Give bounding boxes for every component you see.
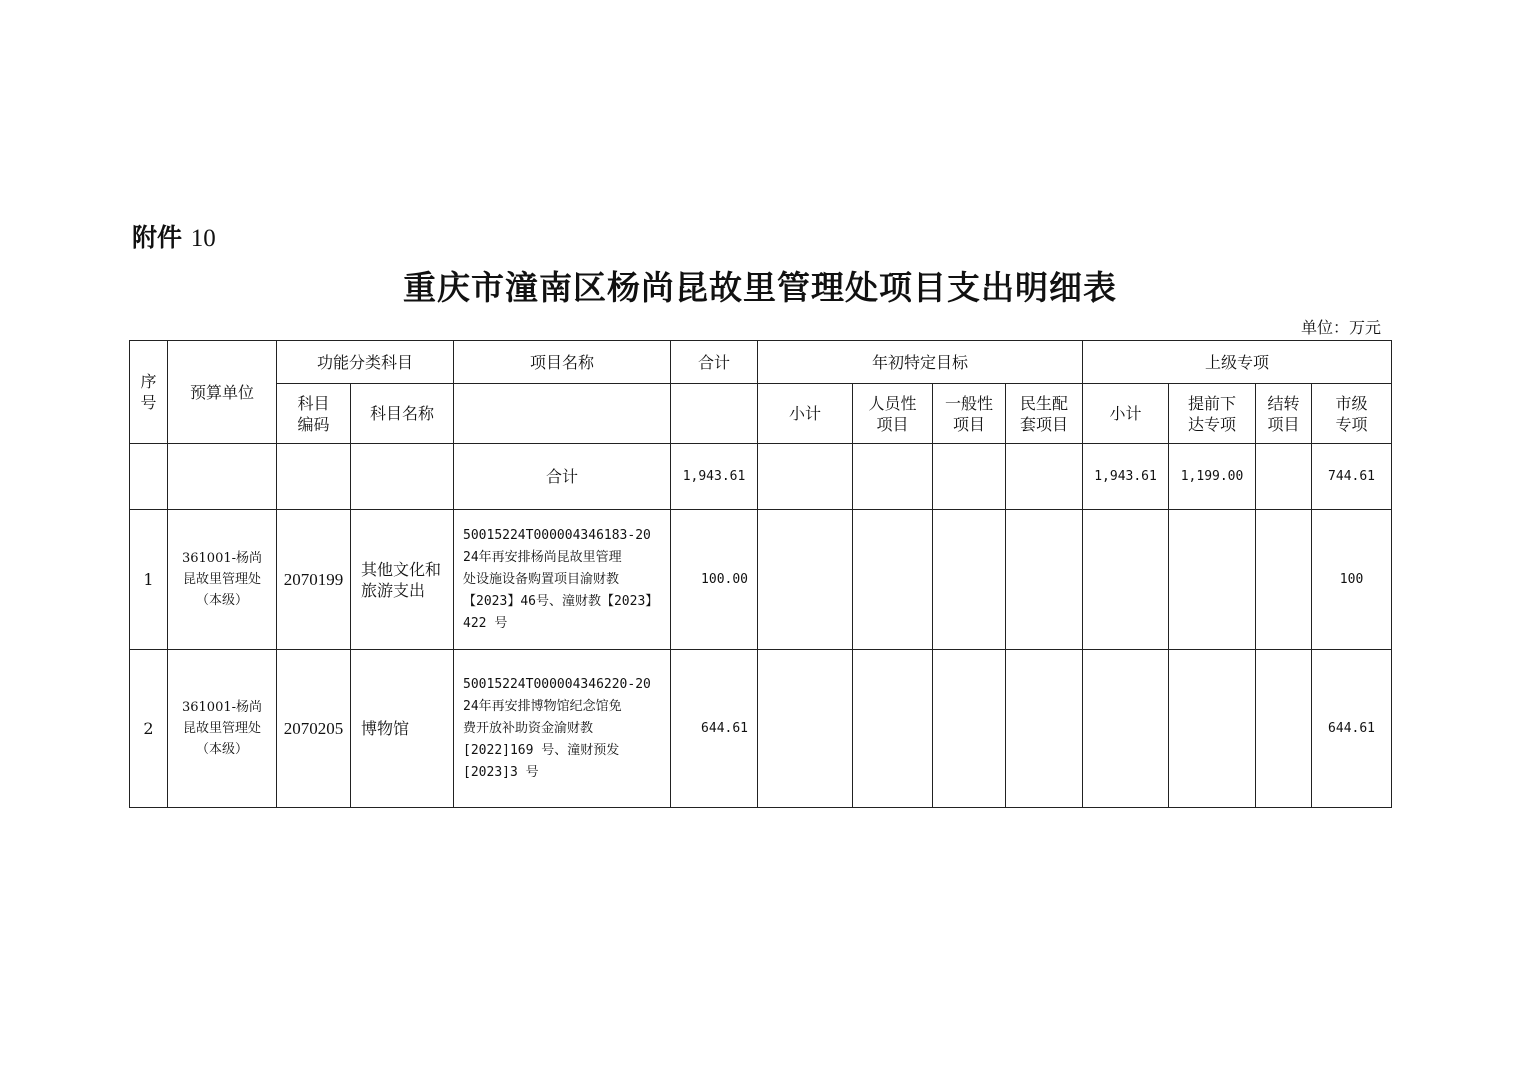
header-project-name: 项目名称 [454,341,671,384]
header-livelihood: 民生配 套项目 [1006,384,1083,444]
header-upper-subtotal: 小计 [1083,384,1169,444]
total-row [130,444,1392,510]
header-total-blank [671,384,758,444]
row-budget-unit: 361001-杨尚 昆故里管理处 （本级） [168,650,277,808]
row-subject-name: 其他文化和 旅游支出 [351,510,454,650]
row-project-name: 50015224T000004346183-20 24年再安排杨尚昆故里管理 处设施设备购置项目渝财教 【2023】46号、潼财教【2023】 422 号 [454,510,671,650]
total-label: 合计 [454,444,671,510]
row-municipal: 644.61 [1312,650,1392,808]
row-budget-unit: 361001-杨尚 昆故里管理处 （本级） [168,510,277,650]
row-seq: 1 [130,510,168,650]
page-title: 重庆市潼南区杨尚昆故里管理处项目支出明细表 [403,268,1117,307]
header-budget-unit: 预算单位 [168,341,277,444]
unit-note: 单位：万元 [1300,318,1381,337]
row-total: 644.61 [671,650,758,808]
row-seq: 2 [130,650,168,808]
header-personnel: 人员性 项目 [853,384,933,444]
header-advance: 提前下 达专项 [1169,384,1256,444]
attachment-text: 附件 [132,223,183,252]
table-row [130,510,1392,650]
header-subject-code: 科目 编码 [277,384,351,444]
total-municipal: 744.61 [1312,444,1392,510]
row-total: 100.00 [671,510,758,650]
header-row-1 [130,341,1392,384]
header-municipal: 市级 专项 [1312,384,1392,444]
attachment-label [132,218,216,254]
header-seq: 序 号 [130,341,168,444]
header-carryover: 结转 项目 [1256,384,1312,444]
row-subject-name: 博物馆 [351,650,454,808]
header-general: 一般性 项目 [933,384,1006,444]
header-upper-special: 上级专项 [1083,341,1392,384]
header-annual-target: 年初特定目标 [758,341,1083,384]
total-advance: 1,199.00 [1169,444,1256,510]
attachment-number: 10 [190,225,216,252]
expenditure-table [129,340,1392,808]
table-row [130,650,1392,808]
header-subject-name: 科目名称 [351,384,454,444]
header-row-2 [130,384,1392,444]
header-annual-subtotal: 小计 [758,384,853,444]
row-subject-code: 2070199 [277,510,351,650]
header-project-name-blank [454,384,671,444]
total-amount: 1,943.61 [671,444,758,510]
row-subject-code: 2070205 [277,650,351,808]
total-upper-subtotal: 1,943.61 [1083,444,1169,510]
header-total: 合计 [671,341,758,384]
row-municipal: 100 [1312,510,1392,650]
header-function-category: 功能分类科目 [277,341,454,384]
row-project-name: 50015224T000004346220-20 24年再安排博物馆纪念馆免 费开放补助资金渝财教 [2022]169 号、潼财预发 [2023]3 号 [454,650,671,808]
